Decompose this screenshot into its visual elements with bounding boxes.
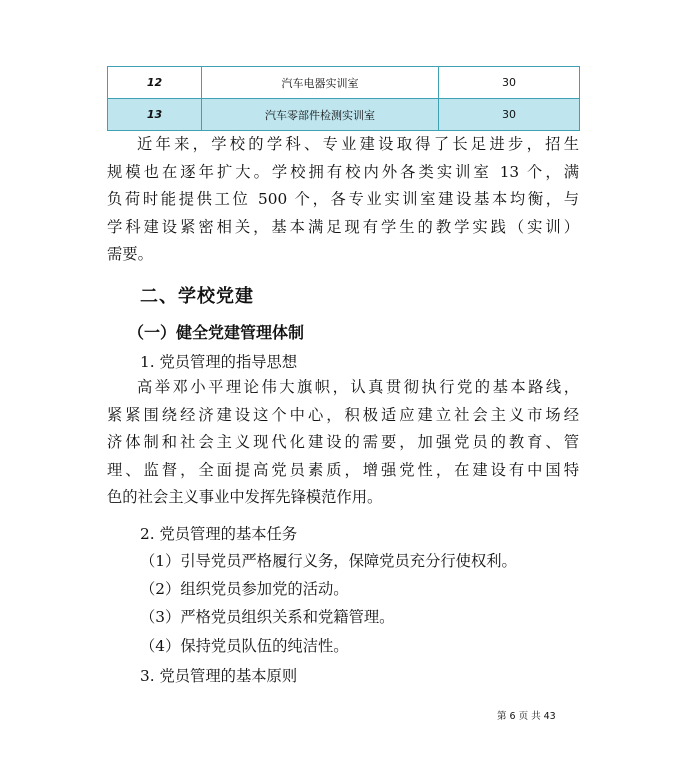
paragraph-line: 负荷时能提供工位 500 个，各专业实训室建设基本均衡，与 [107, 190, 579, 208]
item-title: 3. 党员管理的基本原则 [140, 667, 298, 685]
paragraph-line: 规模也在逐年扩大。学校拥有校内外各类实训室 13 个，满 [107, 162, 579, 181]
paragraph-line: 理、监督，全面提高党员素质，增强党性，在建设有中国特 [107, 460, 579, 479]
section-title: 二、学校党建 [140, 286, 254, 307]
row-number: 12 [108, 67, 202, 99]
lab-name: 汽车电器实训室 [202, 67, 439, 99]
paragraph-line: 紧紧围绕经济建设这个中心，积极适应建立社会主义市场经 [107, 405, 579, 424]
paragraph-line: 学科建设紧密相关，基本满足现有学生的教学实践（实训） [107, 217, 579, 236]
guiding-principles-paragraph [107, 374, 579, 512]
station-count: 30 [439, 67, 580, 99]
item-title: 2. 党员管理的基本任务 [140, 525, 298, 543]
table-row [108, 67, 580, 99]
lab-name: 汽车零部件检测实训室 [202, 99, 439, 131]
task-item: （3）严格党员组织关系和党籍管理。 [140, 608, 395, 626]
item-title: 1. 党员管理的指导思想 [140, 353, 298, 371]
paragraph-line: 高举邓小平理论伟大旗帜，认真贯彻执行党的基本路线， [137, 378, 579, 396]
task-item: （2）组织党员参加党的活动。 [140, 580, 349, 598]
table-row [108, 99, 580, 131]
paragraph-line: 近年来，学校的学科、专业建设取得了长足进步，招生 [137, 135, 579, 153]
subsection-title: （一）健全党建管理体制 [128, 323, 305, 342]
task-item: （4）保持党员队伍的纯洁性。 [140, 637, 349, 655]
paragraph-line: 色的社会主义事业中发挥先锋模范作用。 [107, 488, 383, 506]
page-footer: 第 6 页 共 43 [497, 711, 556, 722]
task-item: （1）引导党员严格履行义务，保障党员充分行使权利。 [140, 552, 517, 570]
station-count: 30 [439, 99, 580, 131]
paragraph-line: 济体制和社会主义现代化建设的需要，加强党员的教育、管 [107, 433, 579, 451]
paragraph-line: 需要。 [107, 245, 153, 263]
intro-paragraph [107, 131, 579, 269]
row-number: 13 [108, 99, 202, 131]
lab-table [107, 66, 580, 131]
